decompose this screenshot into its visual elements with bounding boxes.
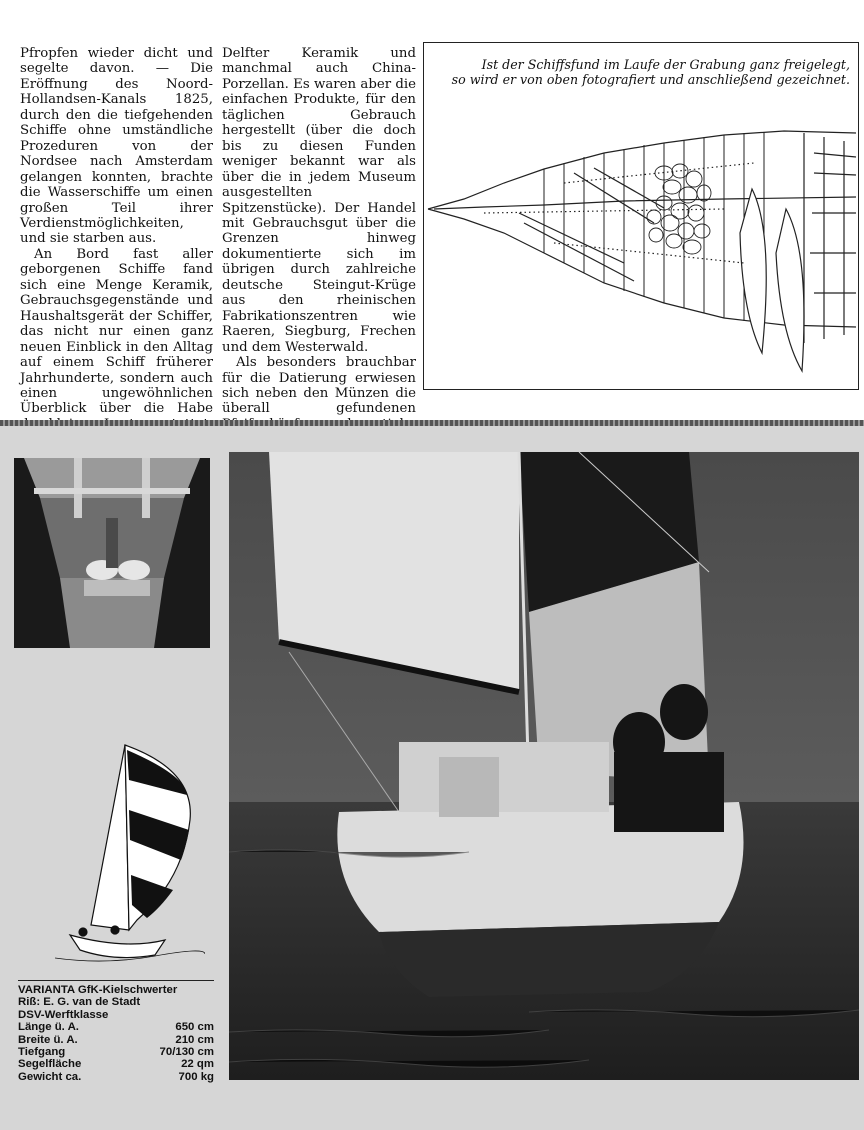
article-column-1 <box>20 46 213 448</box>
spec-value: 210 cm <box>175 1033 214 1046</box>
caption-line: Ist der Schiffsfund im Laufe der Grabung ganz freigelegt, <box>481 57 850 72</box>
spec-row <box>18 1046 214 1058</box>
specs-class: DSV-Werftklasse <box>18 1008 109 1021</box>
sailboat-photo-image <box>229 452 859 1080</box>
boat-specs <box>18 984 214 1083</box>
paragraph: Delfter Keramik und manchmal auch China-Porzellan. Es waren aber die einfachen Produkte, für den täglichen Gebrauch hergestellt (über die doch bis zu diesen Funden weniger bekannt war als über die in jedem Museum ausgestellten Spitzenstücke). Der Handel mit Gebrauchsgut über die Grenzen hinweg dokumentierte sich im übrigen durch zahlreiche deutsche Steingut-Krüge aus den rheinischen Fabrikationszentren wie Raeren, Siegburg, Frechen und dem Westerwald. <box>222 46 416 355</box>
shipwreck-drawing <box>424 113 858 389</box>
cockpit-photo-image <box>14 458 210 648</box>
specs-rule <box>18 980 214 981</box>
spec-row <box>18 1058 214 1070</box>
spec-value: 70/130 cm <box>159 1046 214 1059</box>
spec-row <box>18 1071 214 1083</box>
shipwreck-figure <box>423 42 859 390</box>
spec-label: Länge ü. A. <box>18 1021 79 1034</box>
spec-label: Tiefgang <box>18 1046 66 1059</box>
spec-row <box>18 1034 214 1046</box>
specs-designer: Riß: E. G. van de Stadt <box>18 996 141 1009</box>
article-column-2 <box>222 46 416 479</box>
paragraph: Als besonders brauchbar für die Datierung erwiesen sich neben den Münzen die überall gefundenen <box>222 355 416 417</box>
sailboat-photo <box>229 452 859 1080</box>
cockpit-photo <box>14 458 210 648</box>
spec-label: Gewicht ca. <box>18 1070 82 1083</box>
spec-row <box>18 1021 214 1033</box>
figure-caption <box>432 57 850 87</box>
spec-label: Breite ü. A. <box>18 1033 78 1046</box>
paragraph: Pfropfen wieder dicht und segelte davon. — Die Eröffnung des Noord-Hollandsen-Kanals 1825, durch den die tiefgehenden Schiffe ohne umständliche Prozeduren von der Nordsee nach Amsterdam gelangen konnten, brachte die Wasserschiffe um einen großen Teil ihrer Verdienstmöglichkeiten, und sie starben aus. <box>20 46 213 247</box>
spec-label: Segelfläche <box>18 1058 82 1071</box>
caption-line: so wird er von oben fotografiert und anschließend gezeichnet. <box>451 72 850 87</box>
specs-title: VARIANTA GfK-Kielschwerter <box>18 984 178 996</box>
spec-value: 22 qm <box>181 1058 214 1071</box>
paragraph: An Bord fast aller geborgenen Schiffe fand sich eine Menge Keramik, Gebrauchsgegenstände und Haushaltsgerät der Schiffer, das nicht nur einen ganz neuen Einblick in den Alltag auf einem Schiff früherer Jahrhunderte, sondern auch einen ungewöhnlichen Überblick über die Habe <box>20 246 213 417</box>
spec-value: 650 cm <box>175 1021 214 1034</box>
spec-value: 700 kg <box>178 1070 214 1083</box>
sailboat-sketch <box>55 740 205 970</box>
